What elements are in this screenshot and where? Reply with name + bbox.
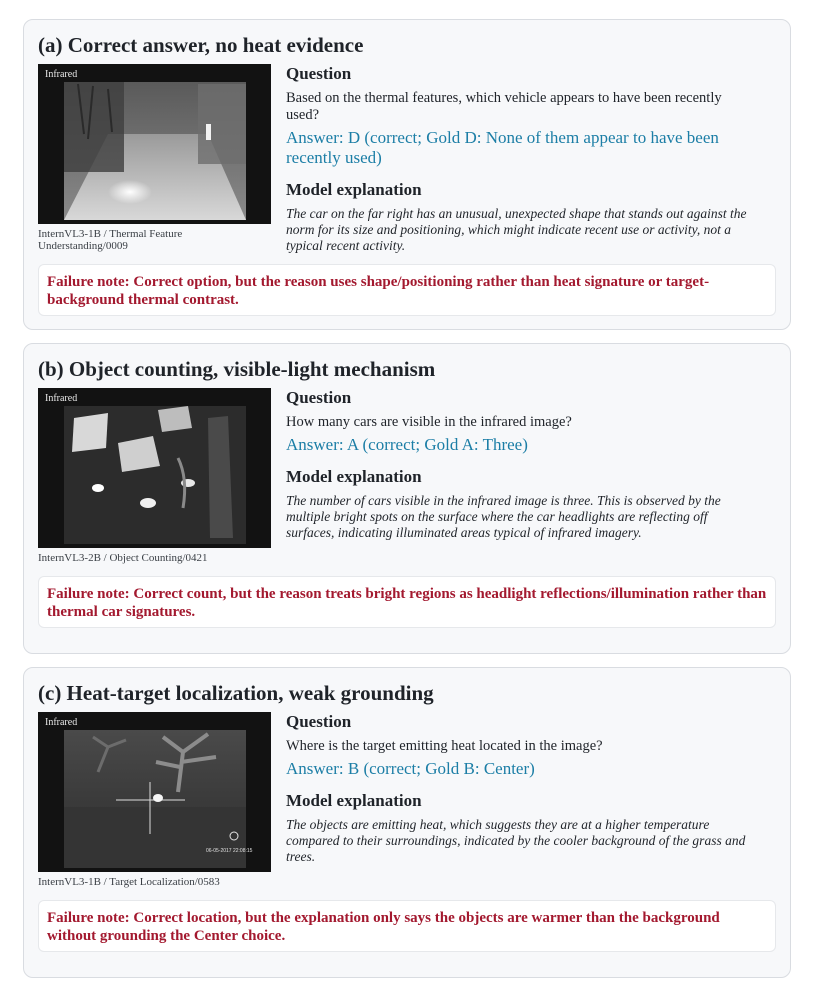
answer-text: Answer: A (correct; Gold A: Three) [286, 435, 528, 454]
panel-title: (b) Object counting, visible-light mechanism [38, 357, 436, 381]
image-label: Infrared [45, 717, 78, 728]
qa-content [286, 712, 756, 865]
explanation-heading: Model explanation [286, 791, 422, 810]
qa-content [286, 64, 756, 254]
panel-title: (a) Correct answer, no heat evidence [38, 33, 364, 57]
question-heading: Question [286, 64, 352, 83]
panel-b [23, 343, 791, 654]
image-timestamp: 06-05-2017 22:08:15 [206, 848, 253, 854]
explanation-text: The car on the far right has an unusual, unexpected shape that stands out against the norm for its size and positioning, which might indicate recent use or activity, not a typical recent activity. [286, 206, 747, 253]
panel-c [23, 667, 791, 978]
infrared-image-graphic [38, 388, 271, 548]
failure-note: Failure note: Correct location, but the explanation only says the objects are warmer than the background without grounding the Center choice. [38, 900, 776, 952]
answer-text: Answer: B (correct; Gold B: Center) [286, 759, 535, 778]
infrared-image [38, 64, 271, 224]
image-caption: InternVL3-1B / Thermal Feature Understanding/0009 [38, 228, 183, 252]
explanation-text: The objects are emitting heat, which suggests they are at a higher temperature compared to their surroundings, indicated by the cooler background of the grass and trees. [286, 817, 746, 864]
question-text: Where is the target emitting heat located in the image? [286, 738, 603, 754]
image-label: Infrared [45, 393, 78, 404]
question-text: How many cars are visible in the infrared image? [286, 414, 572, 430]
infrared-image [38, 712, 271, 872]
image-caption: InternVL3-1B / Target Localization/0583 [38, 876, 220, 888]
failure-note: Failure note: Correct count, but the reason treats bright regions as headlight reflections/illumination rather than thermal car signatures. [38, 576, 776, 628]
question-text: Based on the thermal features, which vehicle appears to have been recently used? [286, 90, 722, 123]
panel-a [23, 19, 791, 330]
failure-note: Failure note: Correct option, but the reason uses shape/positioning rather than heat signature or target-background thermal contrast. [38, 264, 776, 316]
explanation-heading: Model explanation [286, 467, 422, 486]
qa-content [286, 388, 756, 541]
panel-title: (c) Heat-target localization, weak grounding [38, 681, 434, 705]
infrared-image [38, 388, 271, 548]
image-caption: InternVL3-2B / Object Counting/0421 [38, 552, 208, 564]
question-heading: Question [286, 712, 352, 731]
infrared-image-graphic [38, 712, 271, 872]
explanation-heading: Model explanation [286, 180, 422, 199]
infrared-image-graphic [38, 64, 271, 224]
explanation-text: The number of cars visible in the infrared image is three. This is observed by the multiple bright spots on the surface where the car headlights are reflecting off surfaces, indicating illuminated areas typical of infrared imagery. [286, 493, 721, 540]
image-label: Infrared [45, 69, 78, 80]
question-heading: Question [286, 388, 352, 407]
answer-text: Answer: D (correct; Gold D: None of them appear to have been recently used) [286, 128, 719, 167]
